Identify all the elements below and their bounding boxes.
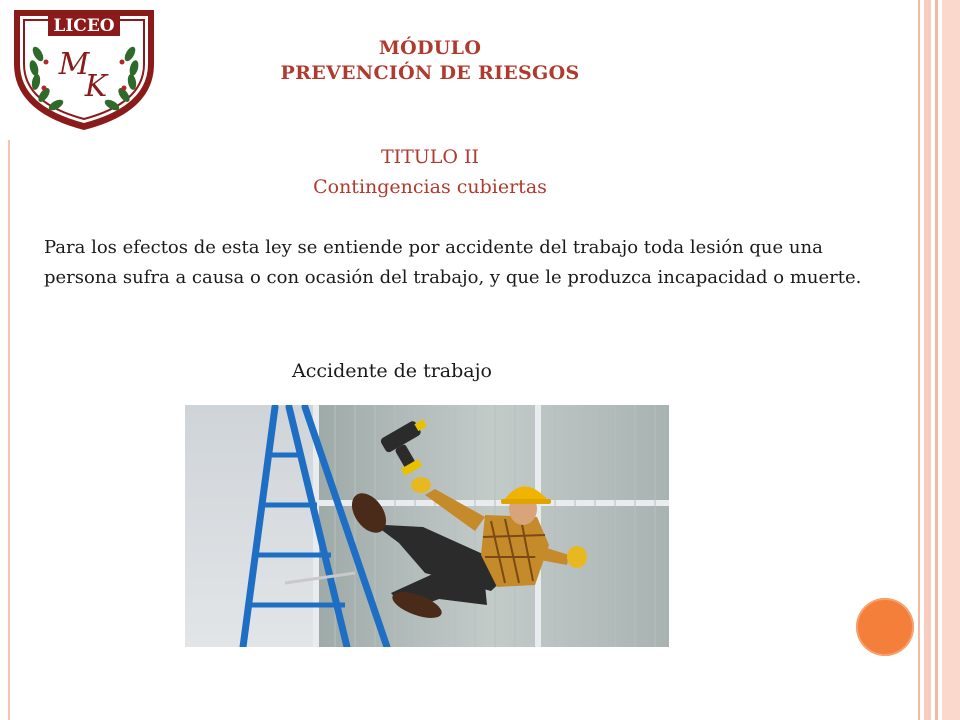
liceo-logo: [8, 4, 160, 134]
decorative-bar: [942, 0, 960, 720]
module-name: PREVENCIÓN DE RIESGOS: [280, 62, 580, 84]
accident-photo: [185, 405, 669, 647]
module-label: MÓDULO: [378, 37, 482, 59]
section-heading: [240, 142, 620, 202]
section-title: TITULO II: [380, 146, 480, 168]
svg-text:M: M: [58, 47, 90, 82]
figure-caption: Accidente de trabajo: [292, 360, 492, 382]
section-subtitle: Contingencias cubiertas: [313, 176, 547, 198]
logo-text: LICEO: [53, 16, 115, 36]
left-rule: [8, 140, 10, 720]
definition-paragraph: Para los efectos de esta ley se entiende por accidente del trabajo toda lesión que una persona sufra a causa o con ocasión del trabajo, y que le produzca incapacidad o muerte.: [44, 237, 862, 288]
svg-text:K: K: [84, 69, 108, 104]
orange-circle-decoration: [856, 598, 914, 656]
decorative-bar: [935, 0, 938, 720]
module-title: [240, 36, 620, 86]
decorative-bar: [924, 0, 931, 720]
decorative-bar: [918, 0, 920, 720]
